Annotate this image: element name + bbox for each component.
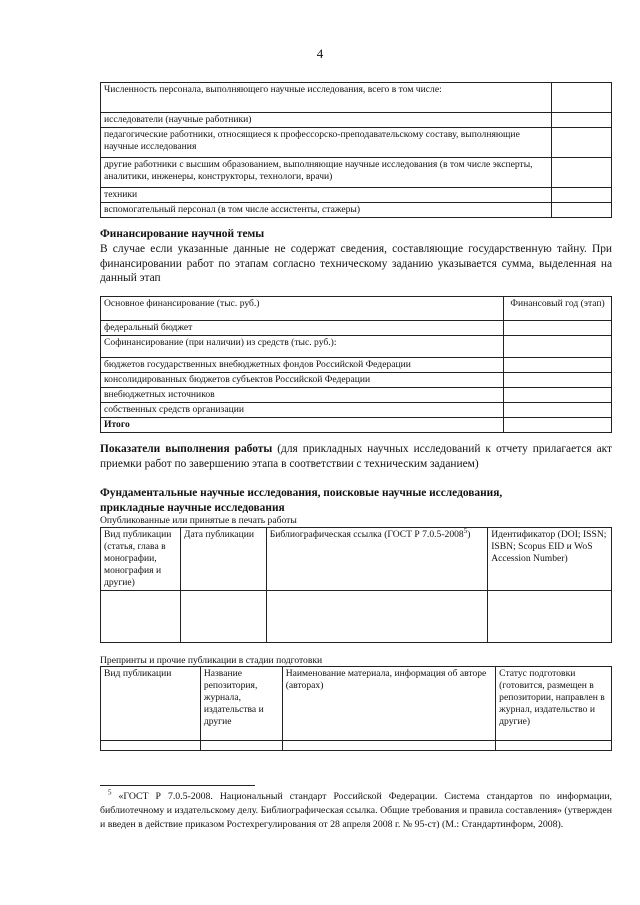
preprints-table	[100, 666, 612, 751]
col-repository: Название репозитория, журнала, издательства и другие	[200, 667, 282, 741]
staff-row-value	[552, 187, 612, 202]
empty-cell	[282, 741, 495, 751]
preprints-caption: Препринты и прочие публикации в стадии подготовки	[100, 655, 323, 666]
table-row	[101, 113, 612, 128]
footnote	[100, 790, 612, 833]
published-table	[100, 527, 612, 643]
empty-cell	[266, 590, 487, 642]
staff-row-value	[552, 83, 612, 113]
staff-row-label: Численность персонала, выполняющего научные исследования, всего в том числе:	[101, 83, 552, 113]
col-status: Статус подготовки (готовится, размещен в репозитории, направлен в журнал, издательство и другие)	[496, 667, 612, 741]
table-row	[101, 590, 612, 642]
table-row	[101, 528, 612, 591]
financing-row-label: консолидированных бюджетов субъектов Российской Федерации	[101, 372, 504, 387]
staff-row-value	[552, 157, 612, 187]
financing-total-label: Итого	[101, 417, 504, 432]
financing-row-value	[504, 357, 612, 372]
col-material: Наименование материала, информация об авторе (авторах)	[282, 667, 495, 741]
financing-row-label: Софинансирование (при наличии) из средств (тыс. руб.):	[101, 335, 504, 357]
table-row	[101, 417, 612, 432]
fundamental-heading: Фундаментальные научные исследования, поисковые научные исследования, прикладные научные исследования	[100, 487, 503, 514]
financing-row-value	[504, 417, 612, 432]
table-row	[101, 667, 612, 741]
financing-header-left: Основное финансирование (тыс. руб.)	[101, 297, 504, 321]
indicators-text: (для прикладных научных исследований к отчету прилагается акт приемки работ по завершению этапа в соответствии с техническим заданием)	[100, 443, 612, 470]
table-row	[101, 387, 612, 402]
table-row	[101, 357, 612, 372]
footnote-text: «ГОСТ Р 7.0.5-2008. Национальный стандарт Российской Федерации. Система стандартов по информации, библиотечному и издательскому делу. Библиографическая ссылка. Общие требования и правила составления» (утвержден и введен в действие приказом Ростехрегулирования от 28 апреля 2008 г. № 95-ст) (М.: Стандартинформ, 2008).	[100, 791, 613, 831]
col-bib-ref	[266, 528, 487, 591]
staff-row-label: исследователи (научные работники)	[101, 113, 552, 128]
empty-cell	[488, 590, 612, 642]
financing-row-value	[504, 387, 612, 402]
footnote-mark: 5	[108, 788, 112, 797]
financing-row-value	[504, 321, 612, 336]
financing-row-label: федеральный бюджет	[101, 321, 504, 336]
financing-row-label: бюджетов государственных внебюджетных фондов Российской Федерации	[101, 357, 504, 372]
table-row	[101, 321, 612, 336]
financing-row-value	[504, 372, 612, 387]
table-row	[101, 127, 612, 157]
table-row	[101, 741, 612, 751]
published-caption: Опубликованные или принятые в печать работы	[100, 515, 297, 526]
financing-header-right: Финансовый год (этап)	[504, 297, 612, 321]
table-row	[101, 402, 612, 417]
staff-row-value	[552, 113, 612, 128]
empty-cell	[200, 741, 282, 751]
financing-heading: Финансирование научной темы	[100, 228, 265, 240]
staff-row-label: вспомогательный персонал (в том числе ассистенты, стажеры)	[101, 202, 552, 217]
staff-row-value	[552, 127, 612, 157]
financing-table	[100, 296, 612, 433]
indicators-bold: Показатели выполнения работы	[100, 443, 273, 455]
financing-text: В случае если указанные данные не содержат сведения, составляющие государственную тайну. При финансировании работ по этапам согласно техническому заданию указывается сумма, выделенная на данный этап	[100, 243, 612, 285]
staff-row-label: техники	[101, 187, 552, 202]
col-pub-type: Вид публикации (статья, глава в монографии, монография и другие)	[101, 528, 181, 591]
financing-row-label: внебюджетных источников	[101, 387, 504, 402]
footnote-separator	[100, 785, 255, 786]
empty-cell	[496, 741, 612, 751]
staff-row-value	[552, 202, 612, 217]
table-row	[101, 83, 612, 113]
financing-row-value	[504, 335, 612, 357]
staff-row-label: педагогические работники, относящиеся к профессорско-преподавательскому составу, выполняющие научные исследования	[101, 127, 552, 157]
table-row	[101, 157, 612, 187]
table-row	[101, 202, 612, 217]
col-identifier: Идентификатор (DOI; ISSN; ISBN; Scopus EID и WoS Accession Number)	[488, 528, 612, 591]
col-bib-ref-text: Библиографическая ссылка (ГОСТ Р 7.0.5-2008	[269, 529, 464, 540]
indicators-paragraph	[100, 442, 612, 471]
empty-cell	[180, 590, 266, 642]
staff-table	[100, 82, 612, 218]
col-pub-kind: Вид публикации	[101, 667, 201, 741]
empty-cell	[101, 590, 181, 642]
col-bib-ref-close: )	[467, 529, 471, 540]
staff-row-label: другие работники с высшим образованием, выполняющие научные исследования (в том числе эксперты, аналитики, инженеры, конструкторы, технологи, врачи)	[101, 157, 552, 187]
page-number: 4	[316, 46, 324, 61]
empty-cell	[101, 741, 201, 751]
footnote-ref: 5	[463, 526, 468, 535]
table-row	[101, 335, 612, 357]
table-row	[101, 372, 612, 387]
col-pub-date: Дата публикации	[180, 528, 266, 591]
financing-row-value	[504, 402, 612, 417]
table-row	[101, 187, 612, 202]
table-row	[101, 297, 612, 321]
financing-row-label: собственных средств организации	[101, 402, 504, 417]
